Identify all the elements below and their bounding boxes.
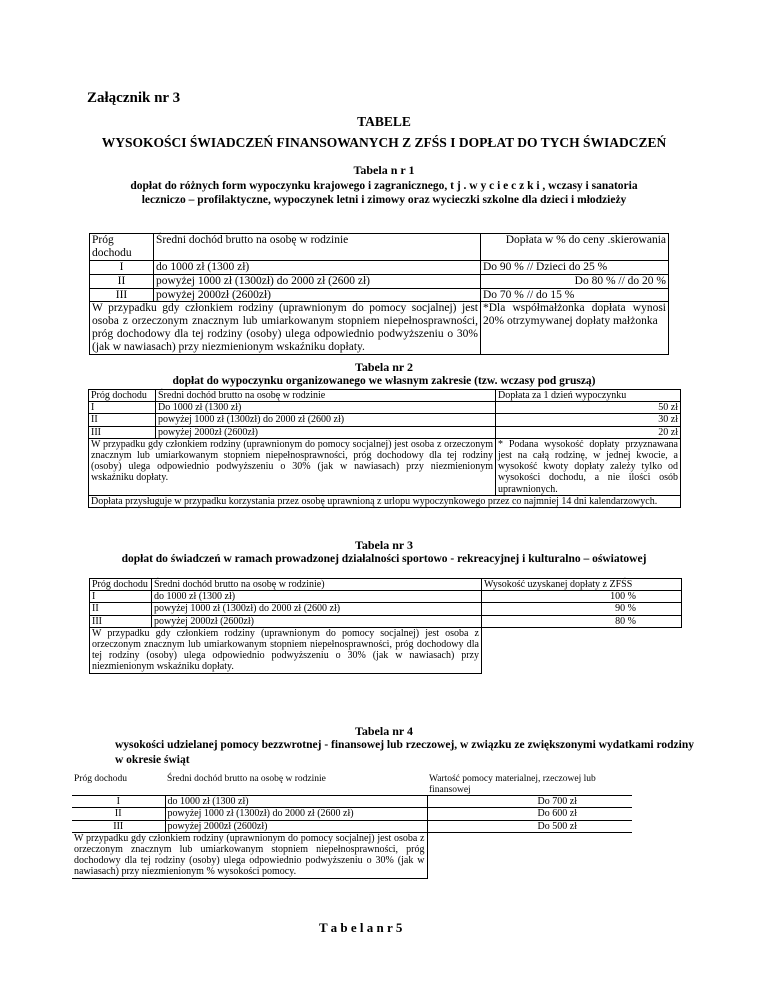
table3-title: Tabela nr 3 (354, 538, 414, 552)
table3-note: W przypadku gdy członkiem rodziny (uprawnionym do pomocy socjalnej) jest osoba z orzeczonym znacznym lub umiarkowanym stopniem niepełnosprawności, próg dochodowy dla tej rodziny (osoby) ulega odpowiednio podwyższeniu o 30% (jak w nawiasach) przy niezmienionym wskaźniku dopłaty. (90, 627, 482, 673)
table-row (89, 414, 681, 426)
table-row (90, 302, 669, 355)
table-row (72, 820, 632, 832)
table1-title: Tabela n r 1 (353, 163, 415, 177)
table-row (89, 426, 681, 438)
table-row (90, 274, 669, 288)
table1-header-threshold: Próg dochodu (90, 234, 154, 261)
table-row (90, 603, 682, 615)
table1-cell-threshold: II (90, 274, 154, 288)
table3-header-income: Średni dochód brutto na osobę w rodzinie) (152, 579, 482, 591)
table-row (90, 234, 669, 261)
table4-title: Tabela nr 4 (354, 724, 414, 738)
table1-cell-income: powyżej 1000 zł (1300zł) do 2000 zł (2600 zł) (154, 274, 481, 288)
table1-header-subsidy: Dopłata w % do ceny .skierowania (481, 234, 669, 261)
table3-cell-income: powyżej 2000zł (2600zł) (152, 615, 482, 627)
table-row (89, 438, 681, 495)
table2-header-threshold: Próg dochodu (89, 390, 156, 402)
table2-cell-subsidy: 30 zł (496, 414, 681, 426)
table3-cell-threshold: III (90, 615, 152, 627)
annex-label: Załącznik nr 3 (87, 90, 181, 106)
table3-header-subsidy: Wysokość uzyskanej dopłaty z ZFŚS (482, 579, 682, 591)
table-row (89, 390, 681, 402)
table2-cell-income: Do 1000 zł (1300 zł) (156, 402, 496, 414)
table1-spouse-note: *Dla współmałżonka dopłata wynosi 20% otrzymywanej dopłaty małżonka (481, 302, 669, 355)
table-row (90, 579, 682, 591)
table3-subtitle: dopłat do świadczeń w ramach prowadzonej działalności sportowo - rekreacyjnej i kulturalno – oświatowej (121, 553, 647, 565)
table4-header-threshold: Próg dochodu (74, 774, 128, 784)
table4-header-income: Średni dochód brutto na osobę w rodzinie (167, 774, 326, 784)
table3 (89, 578, 682, 674)
table2-title: Tabela nr 2 (354, 360, 414, 374)
table-row (89, 495, 681, 507)
table2-cell-threshold: I (89, 402, 156, 414)
table2-cell-income: powyżej 2000zł (2600zł) (156, 426, 496, 438)
table2-cell-subsidy: 20 zł (496, 426, 681, 438)
table-row (90, 627, 682, 673)
table4-header-subsidy: Wartość pomocy materialnej, rzeczowej lub finansowej (429, 774, 596, 795)
table-row (89, 402, 681, 414)
table4-cell-income: powyżej 2000zł (2600zł) (165, 820, 427, 832)
table1-cell-subsidy: Do 90 % // Dzieci do 25 % (481, 260, 669, 274)
table4-subtitle: wysokości udzielanej pomocy bezzwrotnej - finansowej lub rzeczowej, w związku ze zwiększonymi wydatkami rodziny w okresie świąt (115, 739, 694, 766)
table2-header-subsidy: Dopłata za 1 dzień wypoczynku (496, 390, 681, 402)
table2-cell-income: powyżej 1000 zł (1300zł) do 2000 zł (2600 zł) (156, 414, 496, 426)
table4-cell-threshold: III (72, 820, 165, 832)
table1-cell-subsidy: Do 70 % // do 15 % (481, 288, 669, 302)
table-row (72, 774, 632, 796)
table1-header-income: Średni dochód brutto na osobę w rodzinie (154, 234, 481, 261)
table-row (90, 288, 669, 302)
table4-cell-subsidy: Do 500 zł (427, 820, 632, 832)
table4-cell-threshold: II (72, 808, 165, 820)
table-row (90, 615, 682, 627)
table1-cell-income: do 1000 zł (1300 zł) (154, 260, 481, 274)
table-row (90, 591, 682, 603)
table-row (72, 832, 632, 878)
table3-cell-threshold: II (90, 603, 152, 615)
table2-subtitle: dopłat do wypoczynku organizowanego we własnym zakresie (tzw. wczasy pod gruszą) (172, 375, 596, 387)
table4-cell-subsidy: Do 600 zł (427, 808, 632, 820)
table4-cell-income: powyżej 1000 zł (1300zł) do 2000 zł (2600 zł) (165, 808, 427, 820)
table-row (90, 260, 669, 274)
table3-cell-subsidy: 90 % (482, 603, 682, 615)
table5-title: T a b e l a n r 5 (319, 920, 403, 935)
table3-cell-subsidy: 80 % (482, 615, 682, 627)
table1 (89, 233, 669, 355)
table3-cell-subsidy: 100 % (482, 591, 682, 603)
table4-note: W przypadku gdy członkiem rodziny (uprawnionym do pomocy socjalnej) jest osoba z orzeczonym znacznym lub umiarkowanym stopniem niepełnosprawności, próg dochodowy dla tej rodziny (osoby) ulega odpowiednio podwyższeniu o 30% (jak w nawiasach) przy niezmienionym % wysokości pomocy. (72, 832, 427, 878)
table3-header-threshold: Próg dochodu (90, 579, 152, 591)
table2 (88, 389, 681, 508)
table1-cell-threshold: III (90, 288, 154, 302)
table-row (72, 796, 632, 808)
table2-cell-threshold: II (89, 414, 156, 426)
table3-cell-threshold: I (90, 591, 152, 603)
table4-empty-cell (427, 832, 632, 878)
table-row (72, 808, 632, 820)
table1-cell-income: powyżej 2000zł (2600zł) (154, 288, 481, 302)
table1-note: W przypadku gdy członkiem rodziny (uprawnionym do pomocy socjalnej) jest osoba z orzeczonym znacznym lub umiarkowanym stopniem niepełnosprawności, próg dochodowy dla tej rodziny (osoby) ulega odpowiednio podwyższeniu o 30% (jak w nawiasach) przy niezmienionym wskaźniku dopłaty. (90, 302, 481, 355)
main-subtitle: WYSOKOŚCI ŚWIADCZEŃ FINANSOWANYCH Z ZFŚS I DOPŁAT DO TYCH ŚWIADCZEŃ (101, 135, 667, 150)
table1-cell-threshold: I (90, 260, 154, 274)
table4-cell-threshold: I (72, 796, 165, 808)
main-title: TABELE (357, 114, 411, 129)
table1-subtitle: dopłat do różnych form wypoczynku krajowego i zagranicznego, t j . w y c i e c z k i , wczasy i sanatoria leczniczo – profilaktyczne, wypoczynek letni i zimowy oraz wycieczki szkolne dla dzieci i młodzieży (130, 180, 638, 206)
table2-cell-threshold: III (89, 426, 156, 438)
table4-cell-income: do 1000 zł (1300 zł) (165, 796, 427, 808)
table3-empty-cell (482, 627, 682, 673)
table1-cell-subsidy: Do 80 % // do 20 % (481, 274, 669, 288)
table4 (72, 774, 632, 879)
table2-cell-subsidy: 50 zł (496, 402, 681, 414)
table3-cell-income: do 1000 zł (1300 zł) (152, 591, 482, 603)
table2-note: W przypadku gdy członkiem rodziny (uprawnionym do pomocy socjalnej) jest osoba z orzeczonym znacznym lub umiarkowanym stopniem niepełnosprawności, próg dochodowy dla tej rodziny (osoby) ulega odpowiednio podwyższeniu o 30% (jak w nawiasach) przy niezmienionym wskaźniku dopłaty. (89, 438, 496, 495)
table3-cell-income: powyżej 1000 zł (1300zł) do 2000 zł (2600 zł) (152, 603, 482, 615)
table2-header-income: Średni dochód brutto na osobę w rodzinie (156, 390, 496, 402)
table2-family-note: * Podana wysokość dopłaty przyznawana jest na całą rodzinę, w jednej kwocie, a wysokość kwoty dopłaty zależy tylko od wysokości dochodu, a nie ilości osób uprawnionych. (496, 438, 681, 495)
table2-footer: Dopłata przysługuje w przypadku korzystania przez osobę uprawnioną z urlopu wypoczynkowego przez co najmniej 14 dni kalendarzowych. (89, 495, 681, 507)
table4-cell-subsidy: Do 700 zł (427, 796, 632, 808)
